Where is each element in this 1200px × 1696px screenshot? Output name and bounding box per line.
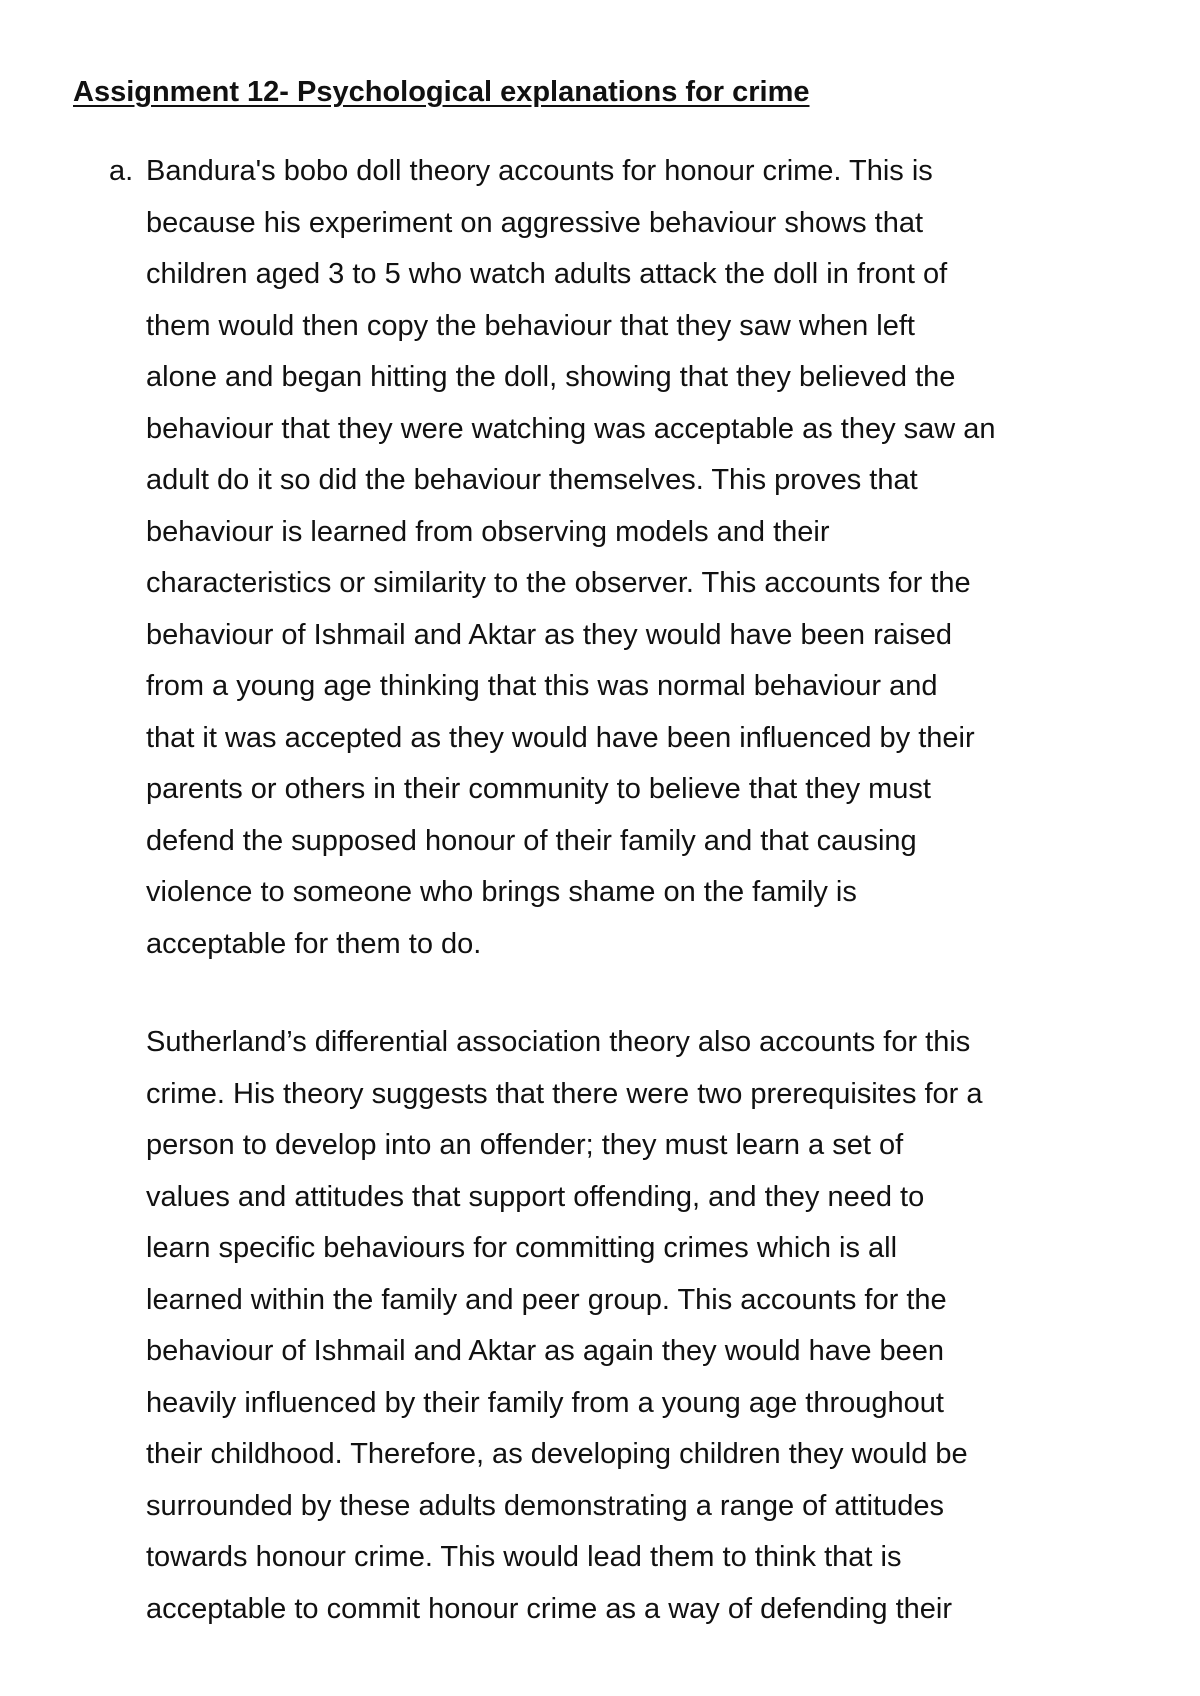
text-line: violence to someone who brings shame on the family is (146, 876, 857, 908)
text-line: behaviour is learned from observing models and their (146, 515, 830, 548)
text-line: Bandura's bobo doll theory accounts for honour crime. This is (146, 155, 933, 187)
text-line: adult do it so did the behaviour themselves. This proves that (146, 464, 918, 496)
text-line: from a young age thinking that this was normal behaviour and (146, 670, 938, 702)
paragraph-bandura (146, 146, 1156, 970)
text-line: children aged 3 to 5 who watch adults attack the doll in front of (146, 258, 948, 290)
text-line: characteristics or similarity to the observer. This accounts for the (146, 567, 971, 599)
document-title: Assignment 12- Psychological explanations for crime (73, 76, 810, 108)
text-line: acceptable to commit honour crime as a way of defending their (146, 1592, 952, 1625)
text-line: learned within the family and peer group. This accounts for the (146, 1283, 947, 1316)
paragraph-sutherland (146, 1017, 1156, 1635)
text-line: values and attitudes that support offending, and they need to (146, 1180, 925, 1213)
text-line: acceptable for them to do. (146, 927, 482, 960)
text-line: parents or others in their community to believe that they must (146, 773, 931, 805)
text-line: heavily influenced by their family from a young age throughout (146, 1386, 944, 1419)
text-line: crime. His theory suggests that there were two prerequisites for a (146, 1077, 983, 1110)
text-line: because his experiment on aggressive behaviour shows that (146, 206, 924, 239)
text-line: learn specific behaviours for committing crimes which is all (146, 1232, 898, 1264)
text-line: Sutherland’s differential association theory also accounts for this (146, 1026, 971, 1058)
text-line: alone and began hitting the doll, showing that they believed the (146, 361, 956, 393)
text-line: person to develop into an offender; they must learn a set of (146, 1129, 904, 1161)
list-item-marker: a. (109, 155, 134, 187)
text-line: surrounded by these adults demonstrating a range of attitudes (146, 1489, 945, 1522)
text-line: their childhood. Therefore, as developing children they would be (146, 1438, 968, 1470)
text-line: defend the supposed honour of their family and that causing (146, 824, 917, 857)
text-line: behaviour of Ishmail and Aktar as they would have been raised (146, 618, 953, 651)
text-line: behaviour that they were watching was acceptable as they saw an (146, 412, 996, 445)
text-line: that it was accepted as they would have been influenced by their (146, 721, 975, 754)
text-line: towards honour crime. This would lead them to think that is (146, 1541, 902, 1573)
text-line: them would then copy the behaviour that they saw when left (146, 309, 915, 342)
text-line: behaviour of Ishmail and Aktar as again they would have been (146, 1335, 945, 1367)
